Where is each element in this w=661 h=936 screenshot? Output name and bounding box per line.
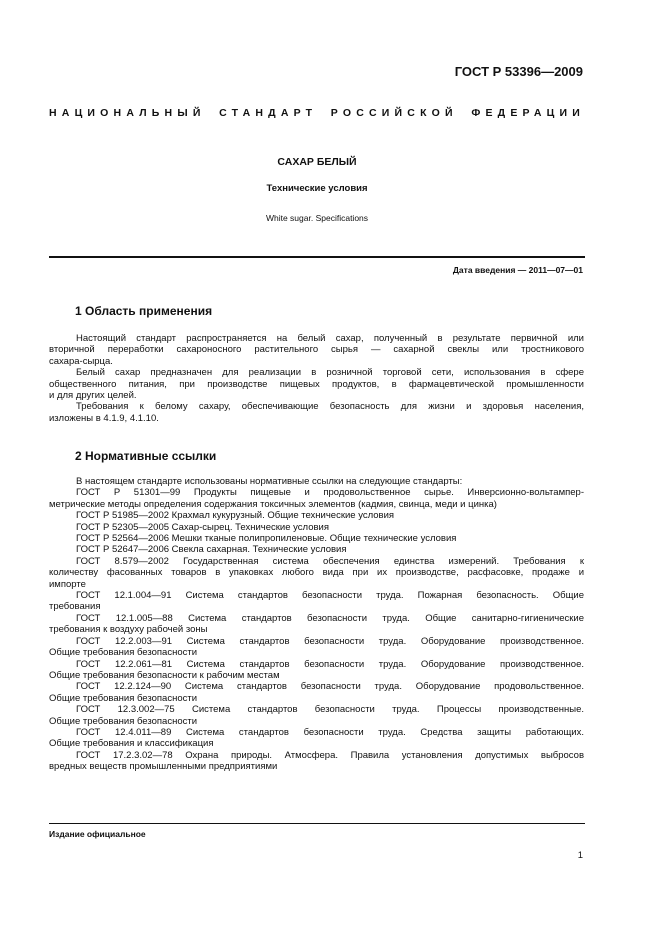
footer-divider — [49, 823, 585, 824]
paragraph-line: требования к воздуху рабочей зоны — [49, 624, 208, 636]
national-title-word: РОССИЙСКОЙ — [330, 107, 458, 119]
paragraph-line: Общие требования безопасности — [49, 692, 198, 704]
paragraph-line: Общие требования безопасности — [49, 647, 198, 659]
paragraph-line: ГОСТ 17.2.3.02—78 Охрана природы. Атмосфера. Правила установления допустимых выбросов — [76, 749, 584, 761]
paragraph-line: Общие требования и классификация — [49, 738, 214, 750]
paragraph-line: ГОСТ 12.2.003—91 Система стандартов безопасности труда. Оборудование производственное. — [76, 635, 584, 647]
paragraph-line: и для других целей. — [49, 390, 137, 402]
introduction-date: Дата введения — 2011—07—01 — [452, 265, 583, 275]
paragraph-line: ГОСТ Р 52305—2005 Сахар-сырец. Технические условия — [76, 521, 329, 533]
paragraph-line: вторичной переработки сахароносного растительного сырья — сахарной свеклы или тростникового — [49, 344, 584, 356]
national-title-word: НАЦИОНАЛЬНЫЙ — [49, 107, 206, 119]
paragraph-line: ГОСТ 8.579—2002 Государственная система обеспечения единства измерений. Требования к — [76, 555, 584, 567]
paragraph-line: ГОСТ 12.2.124—90 Система стандартов безопасности труда. Оборудование продовольственное. — [76, 681, 584, 693]
national-title-word: ФЕДЕРАЦИИ — [471, 107, 585, 119]
paragraph-line: требования — [49, 601, 101, 613]
section-1-body — [49, 333, 584, 424]
paragraph-line: общественного питания, при производстве пищевых продуктов, в фармацевтической промышленности — [49, 378, 584, 390]
paragraph-line: импорте — [49, 578, 86, 590]
paragraph-line: ГОСТ 12.2.061—81 Система стандартов безопасности труда. Оборудование производственное. — [76, 658, 584, 670]
paragraph-line: ГОСТ 12.4.011—89 Система стандартов безопасности труда. Средства защиты работающих. — [76, 726, 584, 738]
document-title: САХАР БЕЛЫЙ — [277, 156, 357, 168]
edition-label: Издание официальное — [49, 829, 146, 839]
paragraph-line: ГОСТ Р 51985—2002 Крахмал кукурузный. Общие технические условия — [76, 510, 395, 522]
section-1-heading: 1 Область применения — [75, 304, 213, 318]
paragraph-line: Белый сахар предназначен для реализации в розничной торговой сети, использования в сфере — [76, 367, 584, 379]
paragraph-line: Общие требования безопасности к рабочим местам — [49, 669, 280, 681]
paragraph-line: Настоящий стандарт распространяется на белый сахар, полученный в результате первичной или — [76, 333, 584, 344]
paragraph-line: ГОСТ Р 51301—99 Продукты пищевые и продовольственное сырье. Инверсионно-вольтампер- — [76, 487, 584, 499]
paragraph-line: изложены в 4.1.9, 4.1.10. — [49, 412, 159, 424]
paragraph-line: ГОСТ 12.1.005—88 Система стандартов безопасности труда. Общие санитарно-гигиенические — [76, 612, 584, 624]
paragraph-line: В настоящем стандарте использованы нормативные ссылки на следующие стандарты: — [76, 476, 463, 487]
paragraph-line: ГОСТ 12.1.004—91 Система стандартов безопасности труда. Пожарная безопасность. Общие — [76, 590, 584, 602]
document-id: ГОСТ Р 53396—2009 — [454, 64, 583, 79]
section-2-body — [49, 476, 584, 773]
national-standard-title — [49, 107, 585, 119]
header-divider — [49, 256, 585, 258]
paragraph-line: Общие требования безопасности — [49, 715, 198, 727]
paragraph-line: вредных веществ промышленными предприятиями — [49, 761, 278, 773]
english-title: White sugar. Specifications — [265, 213, 369, 223]
paragraph-line: Требования к белому сахару, обеспечивающие безопасность для жизни и здоровья населения, — [76, 401, 584, 413]
document-subtitle: Технические условия — [266, 183, 368, 194]
paragraph-line: ГОСТ Р 52564—2006 Мешки тканые полипропиленовые. Общие технические условия — [76, 533, 457, 545]
paragraph-line: метрические методы определения содержания токсичных элементов (кадмия, свинца, меди и цинка) — [49, 498, 497, 510]
paragraph-line: ГОСТ Р 52647—2006 Свекла сахарная. Технические условия — [76, 544, 347, 556]
page-number: 1 — [577, 850, 583, 861]
section-2-heading: 2 Нормативные ссылки — [75, 449, 217, 463]
national-title-word: СТАНДАРТ — [219, 107, 318, 119]
paragraph-line: сахара-сырца. — [49, 355, 113, 367]
paragraph-line: количеству фасованных товаров в упаковках любого вида при их производстве, расфасовке, продаже и — [49, 567, 584, 579]
paragraph-line: ГОСТ 12.3.002—75 Система стандартов безопасности труда. Процессы производственные. — [76, 704, 584, 716]
